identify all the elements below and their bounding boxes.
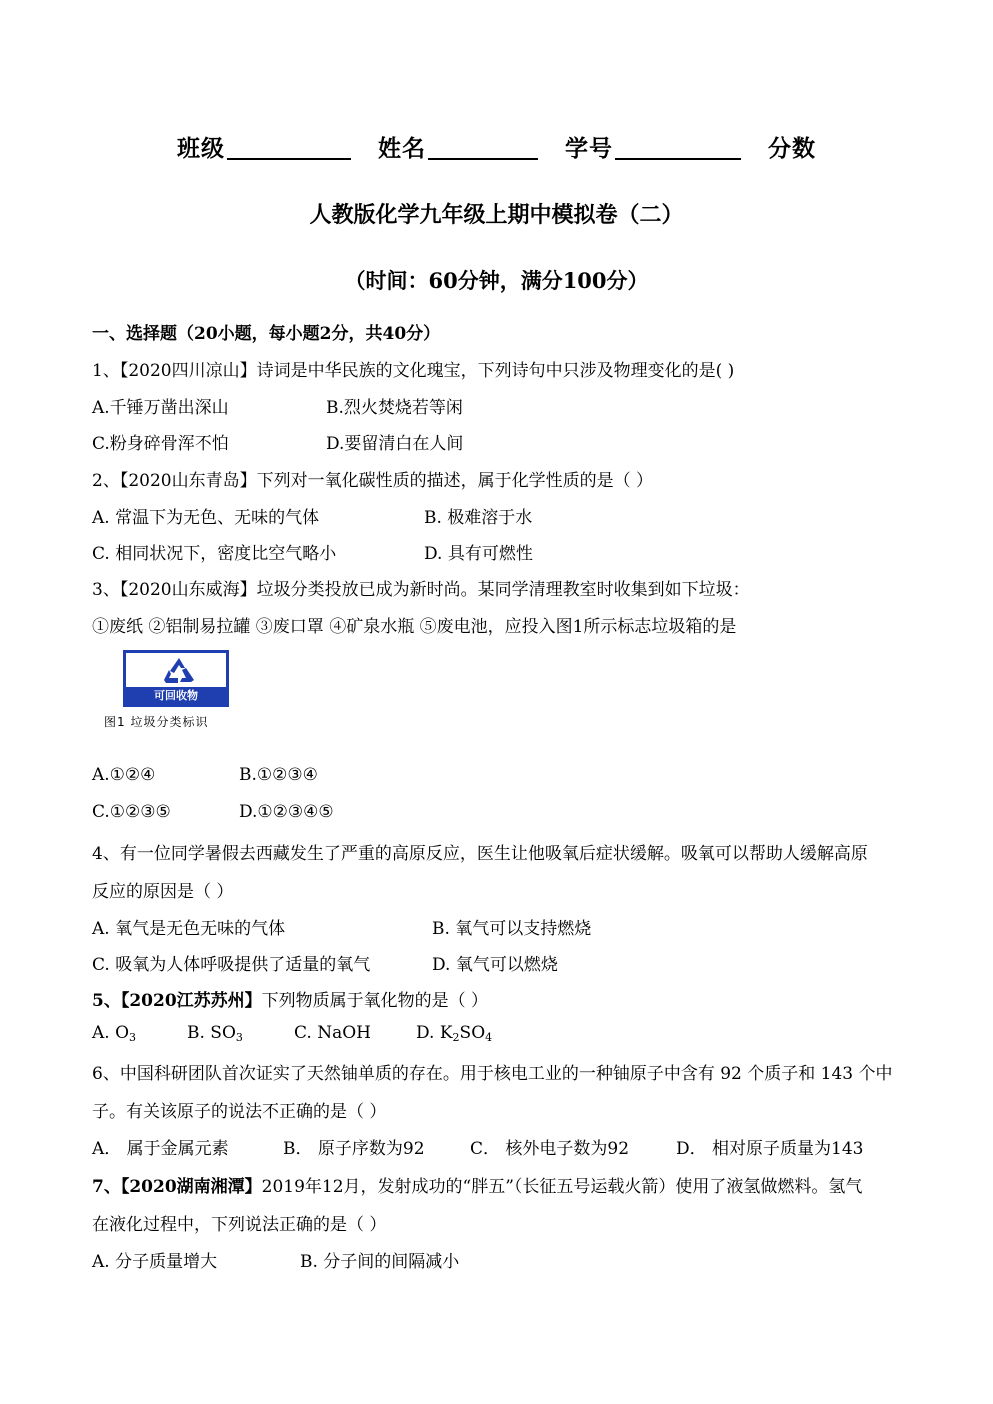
q7-question: 2019年12月，发射成功的“胖五”（长征五号运载火箭）使用了液氢做燃料。氢气: [261, 1177, 863, 1197]
q5-option-d: [416, 1023, 492, 1044]
q3-option-a: A.①②④: [92, 765, 156, 785]
q4-stem-line2: 反应的原因是（ ）: [92, 882, 234, 902]
q6-option-b: B． 原子序数为92: [283, 1139, 425, 1159]
q1-option-c: C.粉身碎骨浑不怕: [92, 434, 229, 454]
q5-a-subscript: 3: [129, 1031, 137, 1044]
q5-option-c: C. NaOH: [294, 1023, 371, 1043]
q1-option-b: B.烈火焚烧若等闲: [326, 398, 463, 418]
q5-d-formula-mid: SO: [459, 1023, 486, 1043]
student-info-header: [0, 130, 993, 163]
q7-option-b: B. 分子间的间隔减小: [300, 1252, 460, 1272]
q3-items: ①废纸 ②铝制易拉罐 ③废口罩 ④矿泉水瓶 ⑤废电池，应投入图1所示标志垃圾箱的是: [92, 617, 737, 637]
score-label: 分数: [768, 135, 817, 162]
q6-option-a: A． 属于金属元素: [92, 1139, 229, 1159]
q6-stem-line2: 子。有关该原子的说法不正确的是（ ）: [92, 1102, 387, 1122]
q5-d-subscript1: 2: [452, 1031, 460, 1044]
q5-a-formula: A. O: [92, 1023, 130, 1043]
q5-d-formula: D. K: [416, 1023, 453, 1043]
id-label: 学号: [565, 135, 613, 162]
q5-source: 5、【2020江苏苏州】: [92, 991, 262, 1011]
exam-title: 人教版化学九年级上期中模拟卷（二）: [309, 202, 684, 228]
q2-stem: 2、【2020山东青岛】下列对一氧化碳性质的描述，属于化学性质的是（ ）: [92, 471, 653, 491]
q4-option-a: A. 氧气是无色无味的气体: [92, 919, 286, 939]
class-blank[interactable]: [227, 158, 351, 160]
logo-text: 可回收物: [126, 687, 226, 704]
recycle-icon: [161, 656, 197, 688]
q5-stem: [92, 986, 488, 1011]
q2-option-a: A. 常温下为无色、无味的气体: [92, 508, 320, 528]
q1-option-d: D.要留清白在人间: [326, 434, 464, 454]
q7-stem-line2: 在液化过程中，下列说法正确的是（ ）: [92, 1215, 387, 1235]
recycling-logo: [123, 650, 229, 707]
figure-caption: 图1 垃圾分类标识: [104, 715, 209, 729]
q4-option-d: D. 氧气可以燃烧: [432, 955, 558, 975]
class-label: 班级: [176, 135, 225, 162]
q5-option-a: [92, 1023, 136, 1044]
q5-option-b: [187, 1023, 243, 1044]
q6-stem-line1: 6、中国科研团队首次证实了天然铀单质的存在。用于核电工业的一种铀原子中含有 92 个质子和 143 个中: [92, 1064, 893, 1084]
q3-option-b: B.①②③④: [239, 765, 318, 785]
name-label: 姓名: [377, 135, 426, 162]
q2-option-c: C. 相同状况下，密度比空气略小: [92, 544, 337, 564]
q5-b-subscript: 3: [235, 1031, 243, 1044]
q1-option-a: A.千锤万凿出深山: [92, 398, 229, 418]
q3-stem: 3、【2020山东威海】垃圾分类投放已成为新时尚。某同学清理教室时收集到如下垃圾：: [92, 580, 750, 600]
q5-b-formula: B. SO: [187, 1023, 236, 1043]
q7-source: 7、【2020湖南湘潭】: [92, 1177, 262, 1197]
q6-option-c: C． 核外电子数为92: [470, 1139, 630, 1159]
q4-stem-line1: 4、有一位同学暑假去西藏发生了严重的高原反应，医生让他吸氧后症状缓解。吸氧可以帮助人缓解高原: [92, 844, 868, 864]
q2-option-b: B. 极难溶于水: [424, 508, 533, 528]
q2-option-d: D. 具有可燃性: [424, 544, 533, 564]
q6-option-d: D． 相对原子质量为143: [676, 1139, 864, 1159]
q3-option-d: D.①②③④⑤: [239, 802, 334, 822]
q7-stem-line1: [92, 1172, 862, 1197]
id-blank[interactable]: [615, 158, 741, 160]
q4-option-b: B. 氧气可以支持燃烧: [432, 919, 592, 939]
exam-subtitle: （时间：60分钟，满分100分）: [344, 268, 649, 293]
q7-option-a: A. 分子质量增大: [92, 1252, 218, 1272]
name-blank[interactable]: [428, 158, 538, 160]
q1-stem: 1、【2020四川凉山】诗词是中华民族的文化瑰宝，下列诗句中只涉及物理变化的是( ): [92, 361, 735, 381]
q3-option-c: C.①②③⑤: [92, 802, 171, 822]
section-heading: 一、选择题（20小题，每小题2分，共40分）: [92, 324, 441, 344]
q5-question: 下列物质属于氧化物的是（ ）: [261, 991, 489, 1011]
q4-option-c: C. 吸氧为人体呼吸提供了适量的氧气: [92, 955, 371, 975]
q5-d-subscript2: 4: [485, 1031, 493, 1044]
